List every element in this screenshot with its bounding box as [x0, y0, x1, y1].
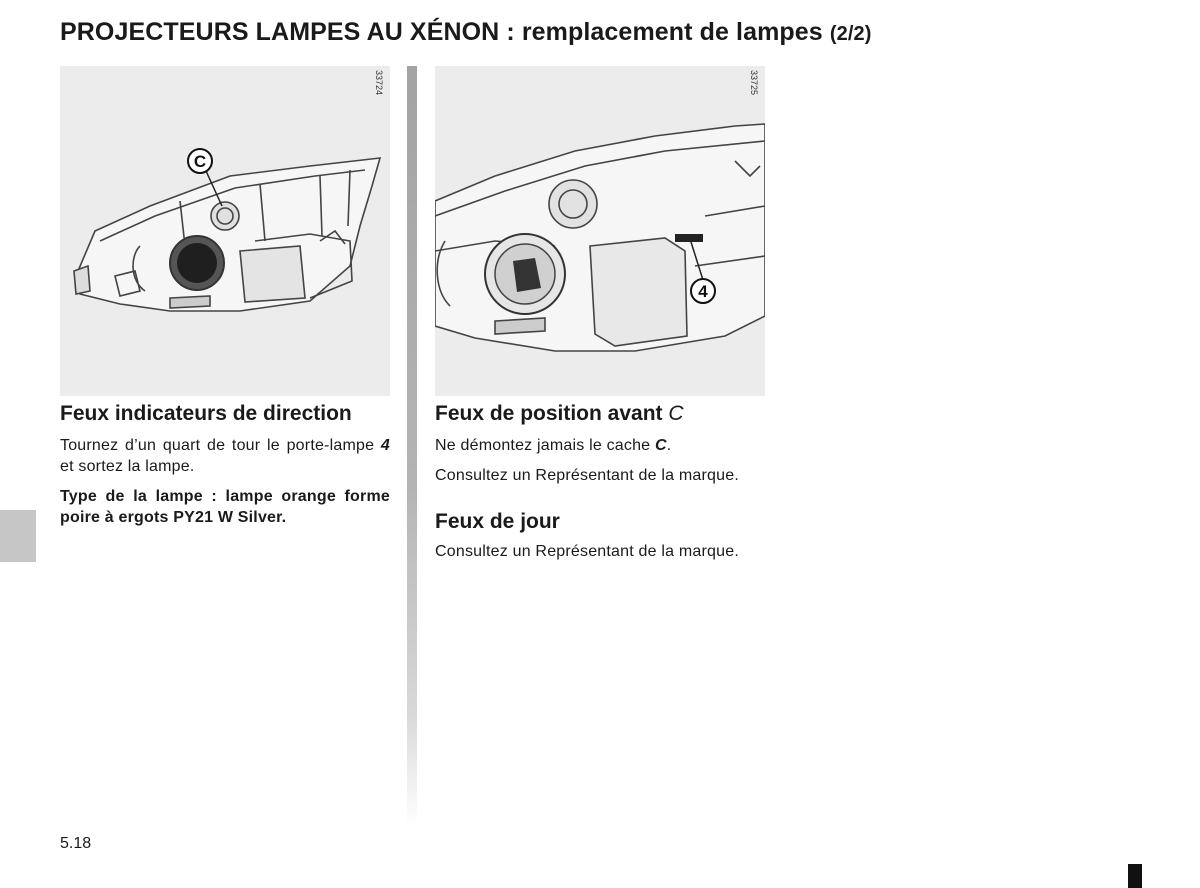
cover-warning-start: Ne démontez jamais le cache: [435, 437, 655, 454]
daytime-light-consult: Consultez un Représentant de la marque.: [435, 543, 739, 560]
headlamp-illustration-right: [435, 66, 765, 396]
page-part-indicator: (2/2): [829, 23, 872, 45]
headlamp-figure-right: [435, 66, 765, 396]
daytime-light-heading: Feux de jour: [435, 510, 560, 533]
right-column: [435, 401, 765, 562]
page-number: 5.18: [60, 835, 92, 852]
callout-label-4: 4: [698, 282, 708, 301]
position-light-heading-text: Feux de position avant: [435, 402, 669, 425]
page-title-text: PROJECTEURS LAMPES AU XÉNON : remplacement de lampes: [60, 18, 823, 46]
position-light-heading-ref: C: [668, 402, 684, 425]
headlamp-figure-left: [60, 66, 390, 396]
lamp-type-note: Type de la lampe : lampe orange forme poire à ergots PY21 W Silver.: [60, 488, 390, 526]
cover-ref: C: [654, 437, 667, 454]
left-column: [60, 401, 390, 528]
turn-signal-heading: Feux indicateurs de direction: [60, 402, 352, 425]
callout-label-c: C: [193, 152, 207, 171]
cover-warning-end: .: [666, 437, 672, 454]
turn-signal-instruction: [60, 435, 390, 477]
chapter-tab: [0, 510, 36, 562]
figure-code-right: 33725: [749, 70, 759, 96]
corner-mark: [1128, 864, 1142, 888]
turn-signal-instruction-end: et sortez la lampe.: [60, 458, 195, 475]
position-light-consult: Consultez un Représentant de la marque.: [435, 467, 739, 484]
position-light-heading: [435, 401, 765, 427]
cover-warning: [435, 435, 765, 456]
column-divider: [407, 66, 417, 826]
headlamp-illustration-left: [60, 66, 390, 396]
figure-code-left: 33724: [374, 70, 384, 96]
turn-signal-instruction-start: Tournez d’un quart de tour le porte-lampe: [60, 437, 381, 454]
lamp-holder-ref: 4: [380, 437, 390, 454]
page-title: [60, 18, 871, 47]
